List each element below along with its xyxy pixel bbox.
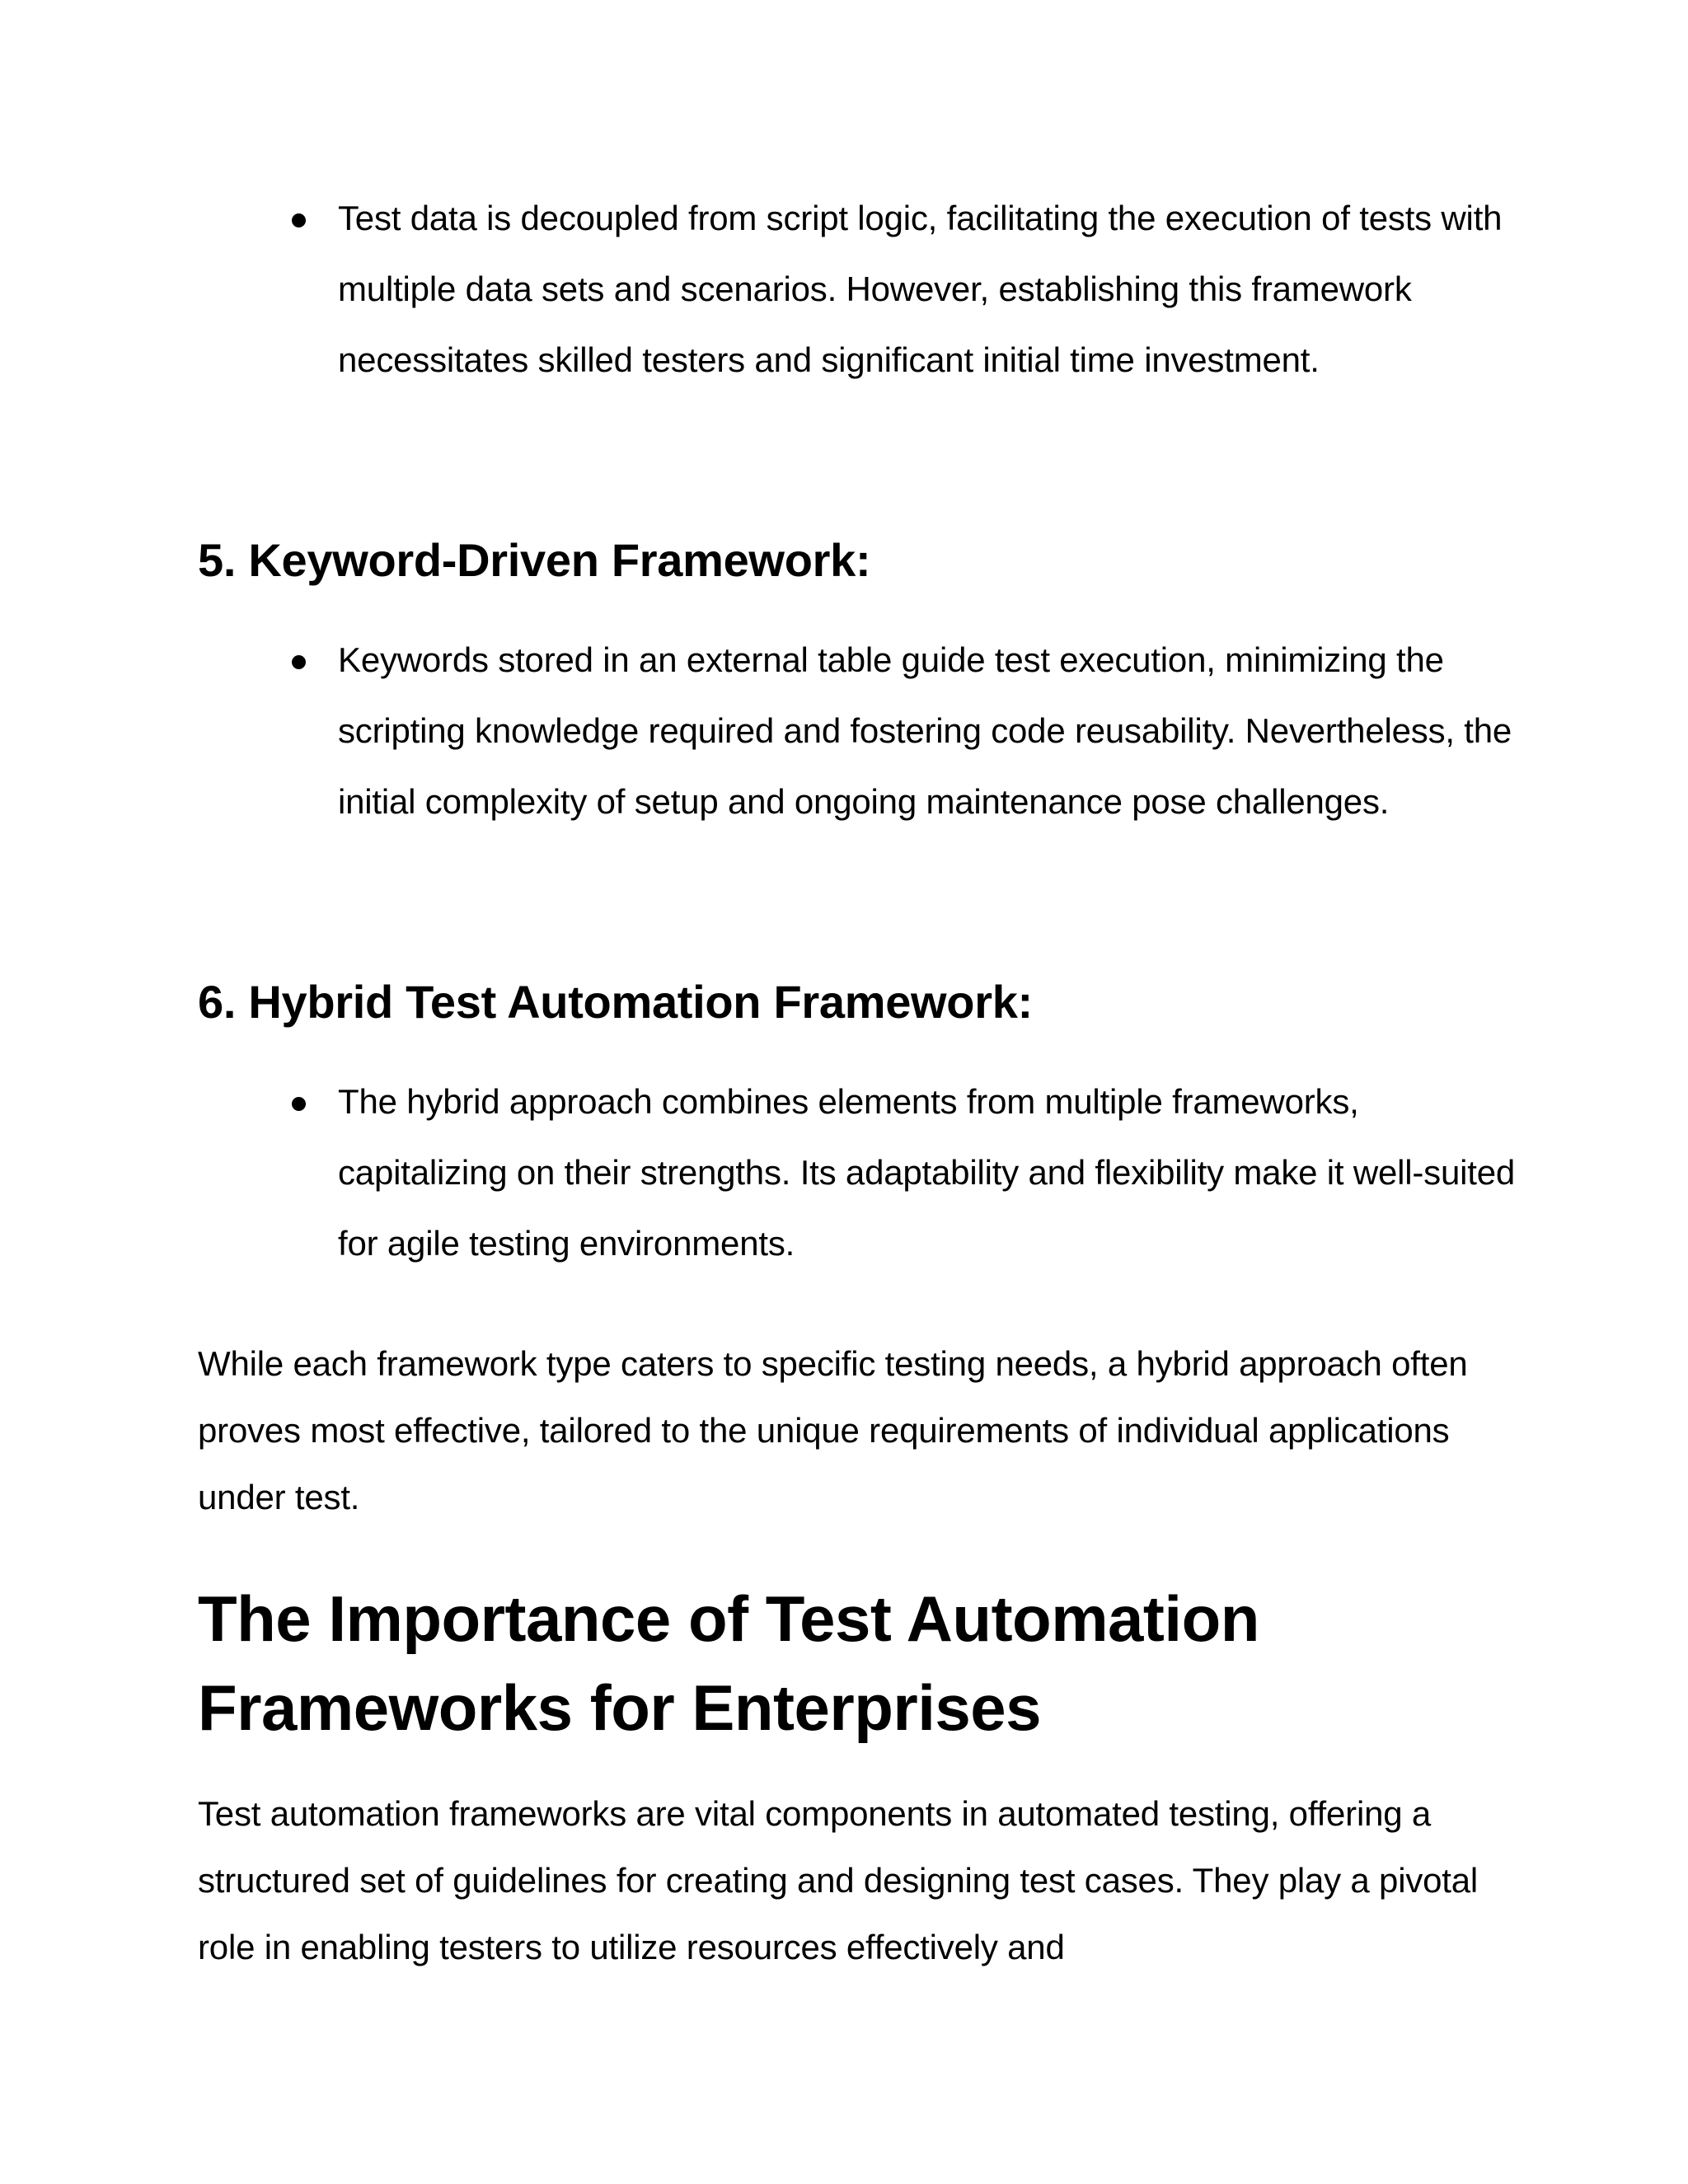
bullet-text: The hybrid approach combines elements from multiple frameworks, capitalizing on their strengths. Its adaptability and flexibility make it well-suited for agile testing environments. — [338, 1082, 1516, 1263]
importance-paragraph: Test automation frameworks are vital components in automated testing, offering a structured set of guidelines for creating and designing test cases. They play a pivotal role in enabling testers to utilize resources effectively and — [198, 1794, 1479, 1966]
section-heading-hybrid: 6. Hybrid Test Automation Framework: — [198, 976, 1033, 1028]
bullet-list-data-driven — [198, 183, 1517, 396]
bullet-list-hybrid — [198, 1066, 1517, 1279]
list-item — [198, 1066, 1517, 1279]
list-item — [198, 183, 1517, 396]
bullet-icon — [292, 1097, 306, 1111]
bullet-icon — [292, 655, 306, 669]
bullet-list-keyword-driven — [198, 625, 1517, 837]
bullet-text: Keywords stored in an external table guide test execution, minimizing the scripting knowledge required and fostering code reusability. Nevertheless, the initial complexity of setup and ongoing maintenance pose challenges. — [338, 640, 1512, 821]
list-item — [198, 625, 1517, 837]
section-heading-keyword-driven: 5. Keyword-Driven Framework: — [198, 534, 871, 586]
bullet-text: Test data is decoupled from script logic, facilitating the execution of tests with multiple data sets and scenarios. However, establishing this framework necessitates skilled testers and significant initial time investment. — [338, 199, 1503, 379]
summary-paragraph: While each framework type caters to specific testing needs, a hybrid approach often proves most effective, tailored to the unique requirements of individual applications under test. — [198, 1344, 1468, 1516]
bullet-icon — [292, 213, 306, 227]
page-section-title: The Importance of Test Automation Frameworks for Enterprises — [198, 1582, 1259, 1744]
